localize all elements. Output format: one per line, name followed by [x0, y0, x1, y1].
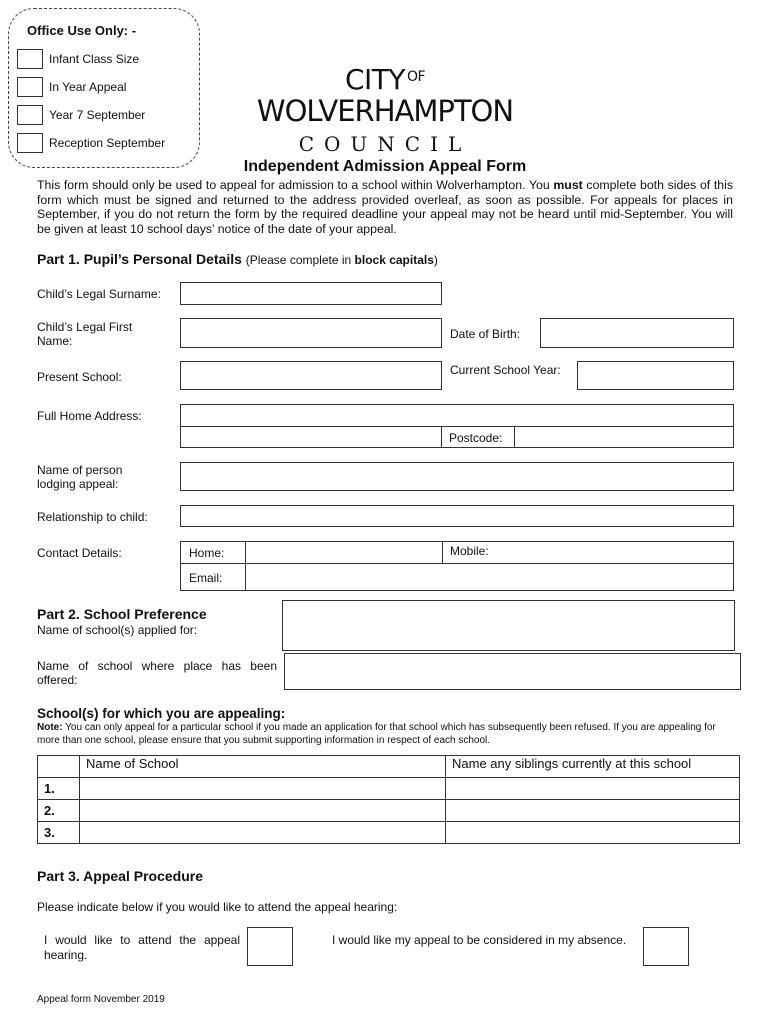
contact-label: Contact Details:	[37, 546, 122, 560]
school-cell-1[interactable]	[80, 778, 446, 800]
part3-heading: Part 3. Appeal Procedure	[37, 868, 203, 884]
school-cell-2[interactable]	[80, 800, 446, 822]
email-label: Email:	[189, 571, 223, 585]
intro-text: This form should only be used to appeal for admission to a school within Wolverhampton. You must complete both sides of this form which must be signed and returned to the address provided overleaf, as soon as possible. For appeals for places in September, if you do not return the form by the required deadline your appeal may not be heard until mid-September. You will be given at least 10 school days’ notice of the date of your appeal.	[37, 178, 734, 236]
table-row	[38, 778, 740, 800]
home-phone-field[interactable]	[245, 541, 443, 564]
council-logo	[240, 62, 530, 154]
offered-label: Name of school where place has been offered:	[37, 659, 277, 687]
home-label: Home:	[189, 546, 225, 560]
office-item-reception	[17, 132, 165, 154]
col-siblings-header: Name any siblings currently at this school	[446, 756, 740, 778]
office-item-year7	[17, 104, 145, 126]
school-cell-3[interactable]	[80, 822, 446, 844]
address-label: Full Home Address:	[37, 409, 142, 423]
applied-label: Name of school(s) applied for:	[37, 623, 198, 637]
office-use-box	[8, 8, 200, 168]
logo-wolverhampton: WOLVERHAMPTON	[256, 94, 514, 128]
logo-city: CITY	[344, 63, 405, 96]
attend-checkbox[interactable]	[247, 927, 293, 966]
absence-checkbox[interactable]	[643, 927, 689, 966]
offered-school-field[interactable]	[284, 653, 741, 690]
office-item-in-year	[17, 76, 126, 98]
present-school-field[interactable]	[180, 361, 442, 390]
lodging-label: Name of person lodging appeal:	[37, 463, 123, 491]
home-label-cell	[180, 541, 246, 564]
office-item-label: In Year Appeal	[49, 80, 127, 94]
current-year-field[interactable]	[577, 361, 734, 390]
absence-label: I would like my appeal to be considered in my absence.	[332, 933, 627, 947]
postcode-field[interactable]	[514, 426, 734, 448]
infant-class-size-checkbox[interactable]	[17, 49, 43, 69]
reception-september-checkbox[interactable]	[17, 133, 43, 153]
in-year-appeal-checkbox[interactable]	[17, 77, 43, 97]
address-line1-field[interactable]	[180, 404, 734, 427]
siblings-cell-3[interactable]	[446, 822, 740, 844]
postcode-label: Postcode:	[449, 431, 503, 445]
current-year-label: Current School Year:	[450, 363, 561, 377]
table-header-blank	[38, 756, 80, 778]
first-name-label: Child’s Legal First Name:	[37, 320, 133, 348]
mobile-label: Mobile:	[450, 544, 489, 558]
row-number: 2.	[38, 800, 80, 822]
dob-field[interactable]	[540, 318, 734, 348]
year7-september-checkbox[interactable]	[17, 105, 43, 125]
relationship-label: Relationship to child:	[37, 510, 148, 524]
first-name-field[interactable]	[180, 318, 442, 348]
office-item-label: Reception September	[49, 136, 166, 150]
office-item-label: Year 7 September	[49, 108, 146, 122]
schools-table	[37, 755, 740, 844]
appealing-heading: School(s) for which you are appealing:	[37, 706, 286, 721]
lodging-field[interactable]	[180, 462, 734, 491]
address-line2-field[interactable]	[180, 426, 442, 448]
part1-heading: Part 1. Pupil’s Personal Details (Please complete in block capitals)	[37, 251, 438, 267]
row-number: 3.	[38, 822, 80, 844]
mobile-field[interactable]	[442, 541, 734, 564]
attend-label: I would like to attend the appeal hearing.	[44, 933, 240, 962]
form-title: Independent Admission Appeal Form	[243, 158, 527, 175]
office-use-title: Office Use Only: -	[27, 23, 137, 38]
present-school-label: Present School:	[37, 370, 122, 384]
surname-field[interactable]	[180, 282, 442, 305]
siblings-cell-2[interactable]	[446, 800, 740, 822]
table-row	[38, 800, 740, 822]
footer-text: Appeal form November 2019	[37, 994, 165, 1005]
office-item-label: Infant Class Size	[49, 52, 140, 66]
surname-label: Child’s Legal Surname:	[37, 287, 161, 301]
office-item-infant	[17, 48, 139, 70]
logo-council: COUNCIL	[298, 132, 472, 156]
relationship-field[interactable]	[180, 505, 734, 527]
siblings-cell-1[interactable]	[446, 778, 740, 800]
postcode-label-cell	[441, 426, 515, 448]
table-row	[38, 822, 740, 844]
row-number: 1.	[38, 778, 80, 800]
logo-of: OF	[406, 69, 426, 85]
email-label-cell	[180, 563, 246, 591]
part3-instruction: Please indicate below if you would like to attend the appeal hearing:	[37, 900, 398, 914]
dob-label: Date of Birth:	[450, 327, 521, 341]
col-school-header: Name of School	[80, 756, 446, 778]
email-field[interactable]	[245, 563, 734, 591]
appealing-note: Note: You can only appeal for a particular school if you made an application for that school which has subsequently been refused. If you are appealing for more than one school, please ensure that you submit supporting information in respect of each school.	[37, 722, 716, 746]
part2-heading: Part 2. School Preference	[37, 606, 207, 622]
applied-schools-field[interactable]	[282, 600, 735, 651]
table-header-row	[38, 756, 740, 778]
